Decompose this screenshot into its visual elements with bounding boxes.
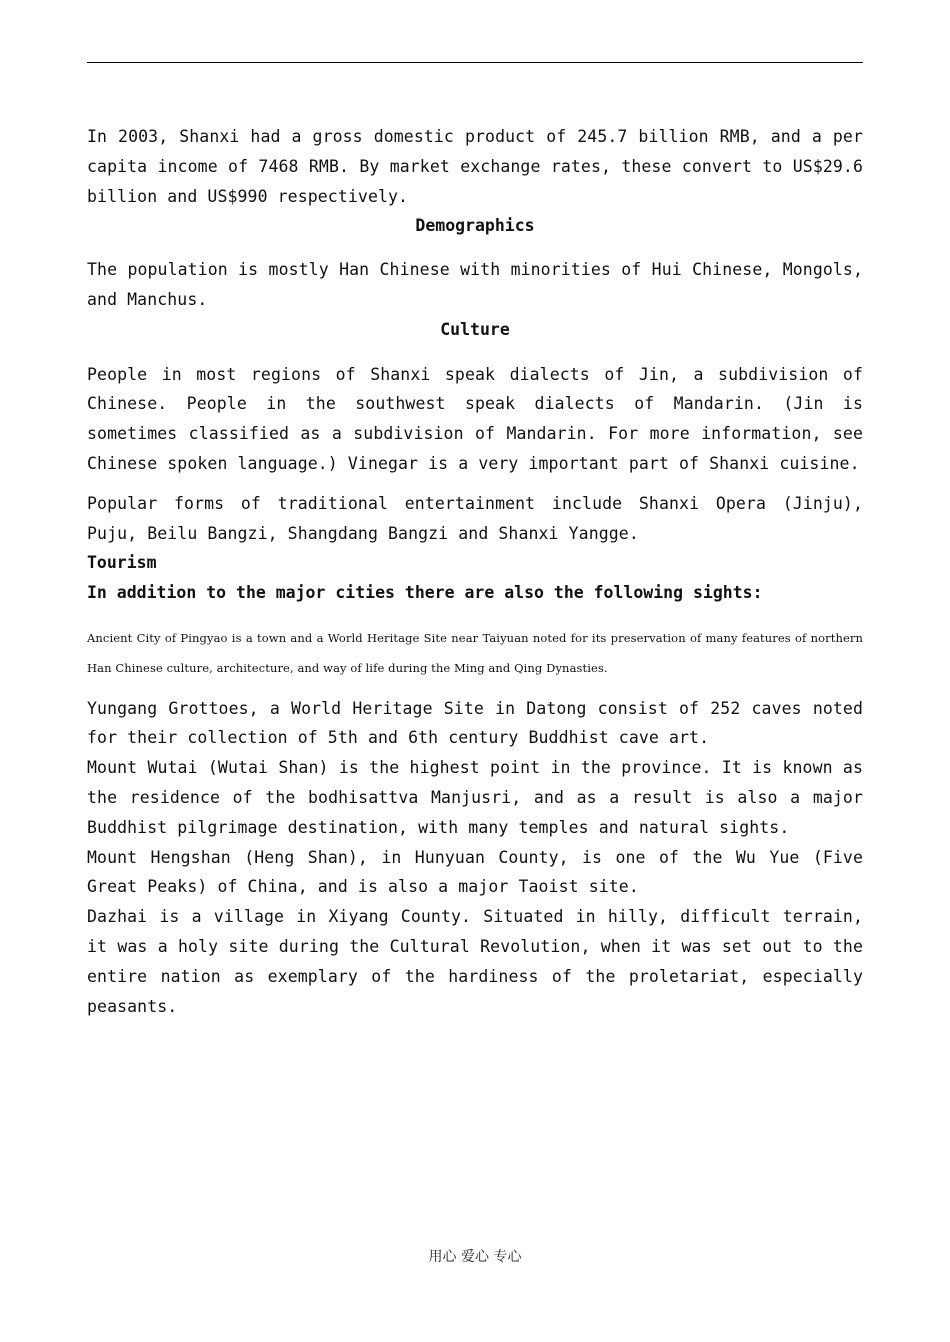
tourism-heading: Tourism (87, 553, 157, 573)
hengshan-paragraph: Mount Hengshan (Heng Shan), in Hunyuan County, is one of the Wu Yue (Five Great Peaks) of China, and is also a major Taoist site. (87, 847, 863, 897)
pingyao-paragraph: Ancient City of Pingyao is a town and a World Heritage Site near Taiyuan noted for its preservation of many features of northern Han Chinese culture, architecture, and way of life during the Ming and Qing Dynasties. (87, 630, 863, 675)
entertainment-paragraph: Popular forms of traditional entertainment include Shanxi Opera (Jinju), Puju, Beilu Bangzi, Shangdang Bangzi and Shanxi Yangge. (87, 493, 863, 543)
document-body (87, 122, 863, 1021)
page-footer: 用心 爱心 专心 (428, 1249, 522, 1265)
wutai-paragraph: Mount Wutai (Wutai Shan) is the highest point in the province. It is known as the residence of the bodhisattva Manjusri, and as a result is also a major Buddhist pilgrimage destination, with many temples and natural sights. (87, 758, 863, 837)
demographics-paragraph: The population is mostly Han Chinese with minorities of Hui Chinese, Mongols, and Manchus. (87, 260, 863, 309)
header-rule (87, 62, 863, 63)
tourism-intro: In addition to the major cities there are also the following sights: (87, 583, 763, 603)
dazhai-paragraph: Dazhai is a village in Xiyang County. Situated in hilly, difficult terrain, it was a holy site during the Cultural Revolution, when it was set out to the entire nation as exemplary of the hardiness of the proletariat, especially peasants. (87, 907, 863, 1016)
culture-paragraph: People in most regions of Shanxi speak dialects of Jin, a subdivision of Chinese. People in the southwest speak dialects of Mandarin. (Jin is sometimes classified as a subdivision of Mandarin. For more information, see Chinese spoken language.) Vinegar is a very important part of Shanxi cuisine. (87, 364, 863, 473)
economy-paragraph: In 2003, Shanxi had a gross domestic product of 245.7 billion RMB, and a per capita income of 7468 RMB. By market exchange rates, these convert to US$29.6 billion and US$990 respectively. (87, 127, 863, 206)
demographics-heading: Demographics (415, 216, 535, 236)
culture-heading: Culture (440, 319, 510, 339)
yungang-paragraph: Yungang Grottoes, a World Heritage Site in Datong consist of 252 caves noted for their collection of 5th and 6th century Buddhist cave art. (87, 698, 863, 748)
